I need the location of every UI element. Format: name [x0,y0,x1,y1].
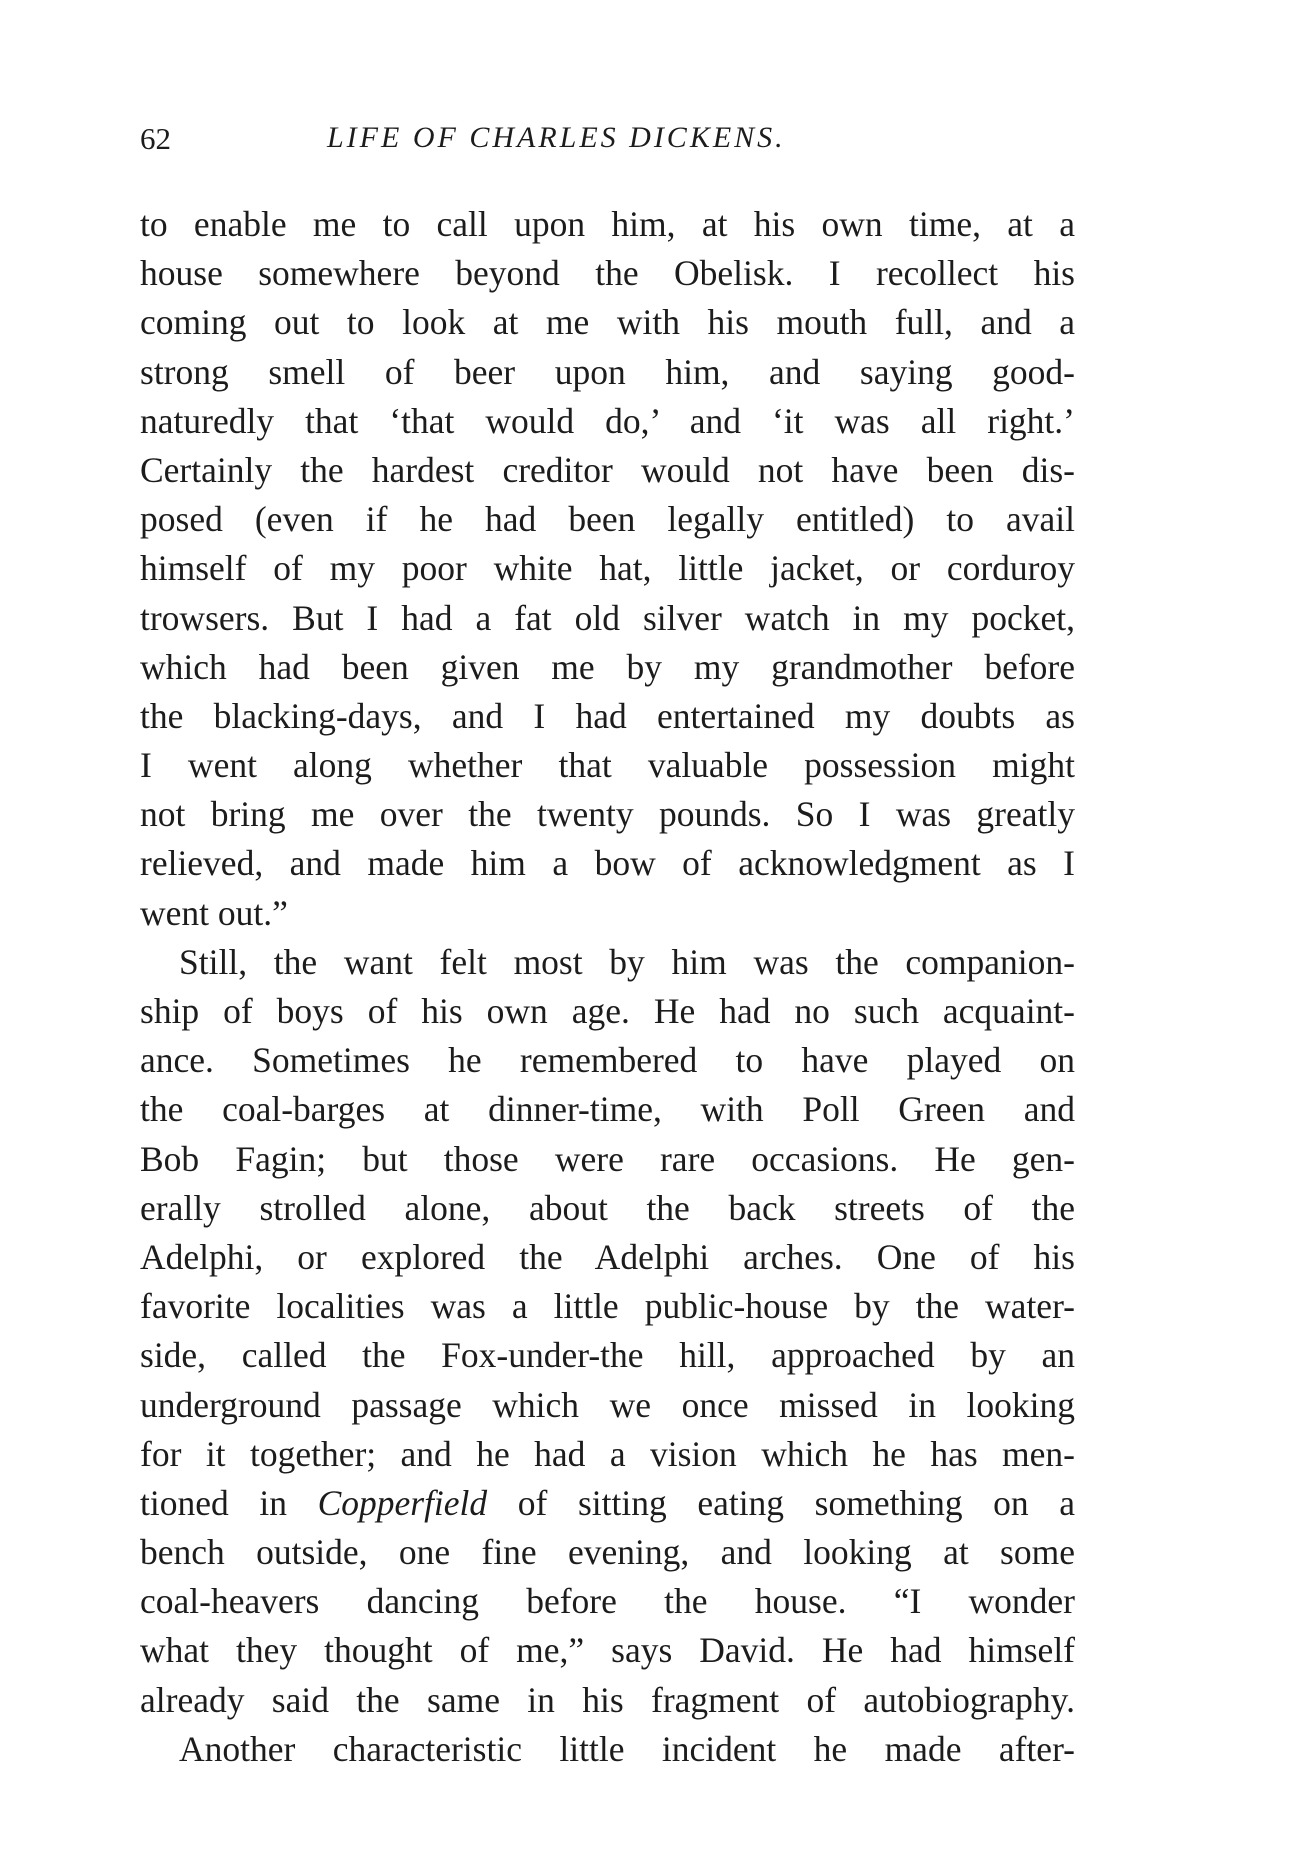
text-line: coming out to look at me with his mouth full, and a [140,302,1075,343]
text-line: Adelphi, or explored the Adelphi arches. One of his [140,1236,1075,1277]
text-line: I went along whether that valuable possession might [140,745,1075,786]
text-line: not bring me over the twenty pounds. So I was greatly [140,794,1075,835]
text-line: went out.” [140,892,288,933]
text-line: bench outside, one fine evening, and looking at some [140,1532,1075,1573]
text-line: Certainly the hardest creditor would not have been dis- [140,449,1075,490]
text-line: favorite localities was a little public-house by the water- [140,1286,1075,1327]
text-line: to enable me to call upon him, at his own time, at a [140,204,1075,244]
text-line: the blacking-days, and I had entertained my doubts as [140,695,1075,736]
running-title: LIFE OF CHARLES DICKENS. [327,121,786,154]
text-line: posed (even if he had been legally entitled) to avail [140,499,1075,540]
running-head [140,121,1080,165]
text-line: what they thought of me,” says David. He had himself [140,1630,1075,1671]
text-line: erally strolled alone, about the back streets of the [140,1187,1075,1228]
text-line: the coal-barges at dinner-time, with Poll Green and [140,1089,1075,1130]
text-line: naturedly that ‘that would do,’ and ‘it was all right.’ [140,400,1075,441]
text-line: underground passage which we once missed in looking [140,1384,1075,1425]
book-title-italic: Copperfield [317,1482,488,1523]
body-text [140,200,1075,1774]
paragraph-start-line: Another characteristic little incident he made after- [179,1728,1075,1769]
paragraph-start-line: Still, the want felt most by him was the companion- [179,941,1075,982]
text-line: already said the same in his fragment of autobiography. [140,1679,1075,1720]
text-line: coal-heavers dancing before the house. “I wonder [140,1581,1075,1622]
text-line: trowsers. But I had a fat old silver watch in my pocket, [140,597,1075,638]
text-line: relieved, and made him a bow of acknowledgment as I [140,843,1075,884]
text-line: side, called the Fox-under-the hill, approached by an [140,1335,1075,1376]
text-line: tioned in Copperfield of sitting eating something on a [140,1482,1076,1523]
text-line: for it together; and he had a vision which he has men- [140,1433,1075,1474]
text-line: which had been given me by my grandmother before [140,646,1075,687]
text-line: Bob Fagin; but those were rare occasions. He gen- [140,1138,1075,1179]
text-line: ance. Sometimes he remembered to have played on [140,1040,1075,1081]
text-line: house somewhere beyond the Obelisk. I recollect his [140,253,1075,294]
text-line: strong smell of beer upon him, and saying good- [140,351,1075,392]
text-line: ship of boys of his own age. He had no such acquaint- [140,991,1075,1031]
page-number: 62 [140,121,171,156]
text-line: himself of my poor white hat, little jacket, or corduroy [140,548,1075,589]
